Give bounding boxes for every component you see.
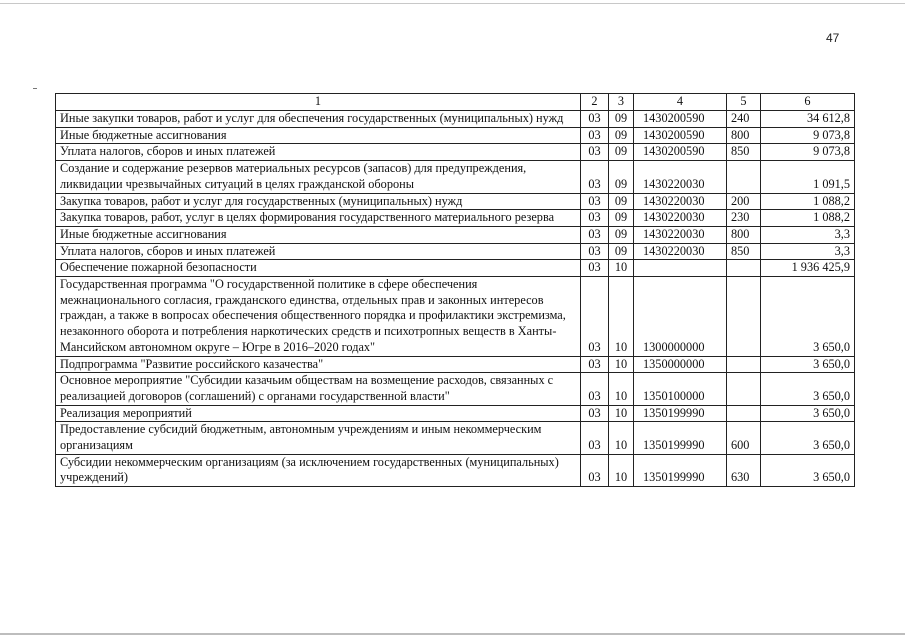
table-header-row [56, 94, 855, 111]
row-name: Иные бюджетные ассигнования [56, 226, 581, 243]
row-section: 03 [581, 405, 609, 422]
row-target-article: 1430200590 [634, 127, 727, 144]
header-col-1: 1 [56, 94, 581, 111]
row-target-article: 1430220030 [634, 193, 727, 210]
row-expense-type [727, 277, 761, 357]
row-name: Закупка товаров, работ и услуг для государственных (муниципальных) нужд [56, 193, 581, 210]
scan-edge-top [0, 3, 905, 4]
table-row [56, 210, 855, 227]
row-name: Государственная программа "О государственной политике в сфере обеспечения межнационального согласия, гражданского единства, отдельных прав и законных интересов граждан, а также в вопросах обеспечения общественного порядка и профилактики экстремизма, незаконного оборота и потребления наркотических средств и психотропных веществ в Ханты-Мансийском автономном округе – Югре в 2016–2020 годах" [56, 277, 581, 357]
row-name: Обеспечение пожарной безопасности [56, 260, 581, 277]
row-target-article: 1430200590 [634, 111, 727, 128]
row-section: 03 [581, 243, 609, 260]
row-subsection: 10 [609, 373, 634, 405]
row-subsection: 09 [609, 144, 634, 161]
row-section: 03 [581, 210, 609, 227]
row-amount: 3 650,0 [761, 422, 855, 454]
table-row [56, 111, 855, 128]
row-target-article: 1350000000 [634, 356, 727, 373]
row-target-article [634, 260, 727, 277]
row-amount: 3 650,0 [761, 373, 855, 405]
row-section: 03 [581, 127, 609, 144]
row-expense-type: 850 [727, 243, 761, 260]
row-section: 03 [581, 226, 609, 243]
row-name: Иные бюджетные ассигнования [56, 127, 581, 144]
row-target-article: 1430220030 [634, 161, 727, 193]
table-row [56, 127, 855, 144]
row-expense-type: 850 [727, 144, 761, 161]
header-col-6: 6 [761, 94, 855, 111]
row-subsection: 09 [609, 193, 634, 210]
row-section: 03 [581, 422, 609, 454]
row-section: 03 [581, 277, 609, 357]
row-subsection: 10 [609, 277, 634, 357]
row-name: Подпрограмма "Развитие российского казачества" [56, 356, 581, 373]
row-amount: 3 650,0 [761, 454, 855, 486]
row-subsection: 09 [609, 226, 634, 243]
row-amount: 9 073,8 [761, 144, 855, 161]
table-row [56, 422, 855, 454]
table-row [56, 405, 855, 422]
row-name: Предоставление субсидий бюджетным, автономным учреждениям и иным некоммерческим организациям [56, 422, 581, 454]
table-row [56, 260, 855, 277]
table-row [56, 454, 855, 486]
row-section: 03 [581, 356, 609, 373]
scan-speck [33, 88, 37, 89]
table-row [56, 373, 855, 405]
row-target-article: 1350199990 [634, 422, 727, 454]
table-row [56, 277, 855, 357]
row-expense-type: 230 [727, 210, 761, 227]
row-amount: 34 612,8 [761, 111, 855, 128]
row-target-article: 1350100000 [634, 373, 727, 405]
row-expense-type: 800 [727, 127, 761, 144]
row-section: 03 [581, 454, 609, 486]
page-number: 47 [826, 31, 840, 45]
row-amount: 1 936 425,9 [761, 260, 855, 277]
row-target-article: 1350199990 [634, 454, 727, 486]
table-row [56, 243, 855, 260]
header-col-3: 3 [609, 94, 634, 111]
row-section: 03 [581, 111, 609, 128]
table-body [56, 111, 855, 487]
row-target-article: 1430220030 [634, 243, 727, 260]
row-subsection: 09 [609, 111, 634, 128]
row-amount: 3 650,0 [761, 277, 855, 357]
row-expense-type: 240 [727, 111, 761, 128]
row-section: 03 [581, 193, 609, 210]
scan-edge-bottom [0, 633, 905, 635]
row-expense-type: 200 [727, 193, 761, 210]
row-amount: 9 073,8 [761, 127, 855, 144]
row-name: Субсидии некоммерческим организациям (за исключением государственных (муниципальных) учреждений) [56, 454, 581, 486]
row-subsection: 10 [609, 422, 634, 454]
row-subsection: 10 [609, 356, 634, 373]
row-name: Основное мероприятие "Субсидии казачьим обществам на возмещение расходов, связанных с реализацией договоров (соглашений) с органами государственной власти" [56, 373, 581, 405]
row-amount: 1 091,5 [761, 161, 855, 193]
row-expense-type [727, 356, 761, 373]
row-target-article: 1350199990 [634, 405, 727, 422]
row-section: 03 [581, 161, 609, 193]
row-expense-type [727, 405, 761, 422]
row-amount: 3,3 [761, 226, 855, 243]
header-col-5: 5 [727, 94, 761, 111]
row-section: 03 [581, 144, 609, 161]
row-expense-type: 630 [727, 454, 761, 486]
row-target-article: 1430220030 [634, 210, 727, 227]
row-name: Уплата налогов, сборов и иных платежей [56, 243, 581, 260]
row-expense-type: 800 [727, 226, 761, 243]
table-row [56, 144, 855, 161]
row-subsection: 09 [609, 210, 634, 227]
row-name: Иные закупки товаров, работ и услуг для обеспечения государственных (муниципальных) нужд [56, 111, 581, 128]
row-name: Реализация мероприятий [56, 405, 581, 422]
row-subsection: 09 [609, 127, 634, 144]
row-amount: 3 650,0 [761, 405, 855, 422]
table-row [56, 161, 855, 193]
row-amount: 3,3 [761, 243, 855, 260]
table-row [56, 226, 855, 243]
row-amount: 1 088,2 [761, 193, 855, 210]
row-target-article: 1430200590 [634, 144, 727, 161]
row-section: 03 [581, 373, 609, 405]
row-name: Создание и содержание резервов материальных ресурсов (запасов) для предупреждения, ликвидации чрезвычайных ситуаций в целях гражданской обороны [56, 161, 581, 193]
row-target-article: 1300000000 [634, 277, 727, 357]
row-section: 03 [581, 260, 609, 277]
row-subsection: 09 [609, 243, 634, 260]
row-subsection: 09 [609, 161, 634, 193]
row-expense-type [727, 373, 761, 405]
row-expense-type [727, 161, 761, 193]
table-row [56, 193, 855, 210]
row-name: Закупка товаров, работ, услуг в целях формирования государственного материального резерва [56, 210, 581, 227]
budget-table [55, 93, 855, 487]
row-expense-type [727, 260, 761, 277]
row-amount: 1 088,2 [761, 210, 855, 227]
row-target-article: 1430220030 [634, 226, 727, 243]
row-subsection: 10 [609, 260, 634, 277]
row-expense-type: 600 [727, 422, 761, 454]
row-subsection: 10 [609, 405, 634, 422]
header-col-2: 2 [581, 94, 609, 111]
table-row [56, 356, 855, 373]
header-col-4: 4 [634, 94, 727, 111]
row-subsection: 10 [609, 454, 634, 486]
row-name: Уплата налогов, сборов и иных платежей [56, 144, 581, 161]
row-amount: 3 650,0 [761, 356, 855, 373]
